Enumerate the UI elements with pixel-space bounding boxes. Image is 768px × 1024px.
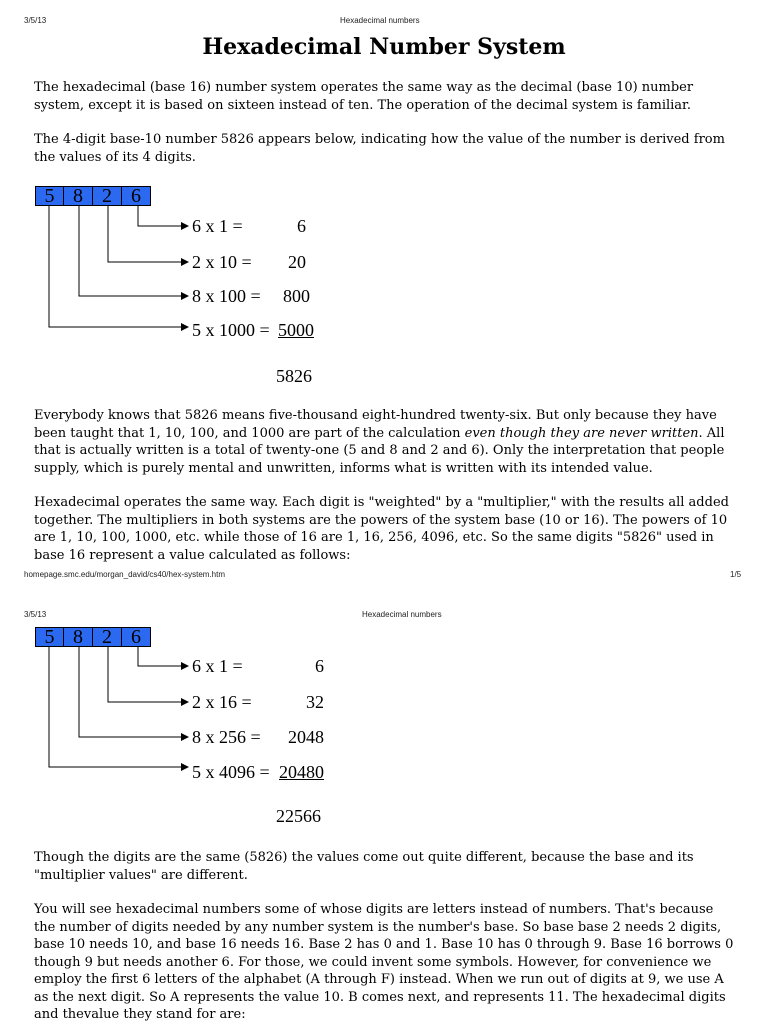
digit-box: 8 (64, 627, 93, 647)
digit-box: 6 (122, 186, 151, 206)
arrow-connector (49, 647, 188, 767)
arrow-connector (79, 647, 188, 737)
footer-page: 1/5 (730, 570, 742, 579)
equation-value: 6 (297, 216, 306, 236)
equation-label: 8 x 256 = (192, 727, 261, 747)
equation-value: 6 (315, 656, 324, 676)
hex-arrows (0, 620, 200, 780)
equation-label: 5 x 4096 = (192, 762, 270, 782)
header-title: Hexadecimal numbers (362, 610, 442, 619)
equation-value: 2048 (288, 727, 324, 747)
explanation-text: . All that is actually written is a total of twenty-one (5 and 8 and 2 and 6). Only the interpretation that people supply, which is purely mental and unwritten, informs what is written with its intended value. (34, 425, 725, 476)
digit-box: 5 (35, 186, 64, 206)
header-title: Hexadecimal numbers (340, 16, 420, 25)
footer-url: homepage.smc.edu/morgan_david/cs40/hex-system.htm (24, 570, 225, 579)
arrow-connector (108, 647, 188, 702)
header-date: 3/5/13 (24, 610, 47, 619)
hex-digits-paragraph: You will see hexadecimal numbers some of whose digits are letters instead of numbers. That's because the number of digits needed by any number system is the number's base. So base base 2 needs 2 digits, base 10 needs 10, and base 16 needs 16. Base 2 has 0 and 1. Base 10 has 0 through 9. Base 16 borrows 0 though 9 but needs another 6. For those, we could invent some symbols. However, for convenience we employ the first 6 letters of the alphabet (A through F) instead. When we run out of digits at 9, we use A as the next digit. So A represents the value 10. B comes next, and represents 11. The hexadecimal digits and thevalue they stand for are: (34, 902, 734, 1022)
digit-box: 5 (35, 627, 64, 647)
explanation-text: Everybody knows that 5826 means five-thousand eight-hundred twenty-six. But only because they have been taught that 1, 10, 100, and 1000 are part of the calculation (34, 408, 717, 441)
arrow-connector (79, 206, 188, 296)
arrow-connector (138, 206, 188, 226)
equation-value: 5000 (278, 320, 314, 340)
digit-box: 8 (64, 186, 93, 206)
difference-paragraph: Though the digits are the same (5826) the values come out quite different, because the base and its "multiplier values" are different. (34, 850, 694, 883)
equation-value: 20480 (279, 762, 324, 782)
page-title: Hexadecimal Number System (202, 34, 566, 60)
equation-label: 5 x 1000 = (192, 320, 270, 340)
equation-label: 2 x 10 = (192, 252, 252, 272)
equation-value: 800 (283, 286, 310, 306)
equation-value: 32 (306, 692, 324, 712)
arrow-connector (108, 206, 188, 262)
header-date: 3/5/13 (24, 16, 47, 25)
digit-box: 2 (93, 186, 122, 206)
decimal-arrows (0, 180, 200, 340)
equation-label: 6 x 1 = (192, 216, 243, 236)
sum-total: 5826 (276, 366, 312, 386)
explanation-paragraph (34, 407, 734, 477)
hex-operation-paragraph: Hexadecimal operates the same way. Each digit is "weighted" by a "multiplier," with the results all added together. The multipliers in both systems are the powers of the system base (10 or 16). The powers of 10 are 1, 10, 100, 1000, etc. while those of 16 are 1, 16, 256, 4096, etc. So the same digits "5826" used in base 16 represent a value calculated as follows: (34, 495, 729, 563)
equation-label: 6 x 1 = (192, 656, 243, 676)
arrow-connector (49, 206, 188, 327)
equation-value: 20 (288, 252, 306, 272)
digit-box: 6 (122, 627, 151, 647)
arrow-connector (138, 647, 188, 666)
intro-paragraph: The hexadecimal (base 16) number system operates the same way as the decimal (base 10) number system, except it is based on sixteen instead of ten. The operation of the decimal system is familiar. (34, 80, 694, 113)
equation-label: 2 x 16 = (192, 692, 252, 712)
digit-box: 2 (93, 627, 122, 647)
sum-total: 22566 (276, 806, 321, 826)
decimal-intro-paragraph: The 4-digit base-10 number 5826 appears below, indicating how the value of the number is derived from the values of its 4 digits. (34, 132, 725, 165)
emphasis-text: even though they are never written (464, 425, 699, 441)
equation-label: 8 x 100 = (192, 286, 261, 306)
